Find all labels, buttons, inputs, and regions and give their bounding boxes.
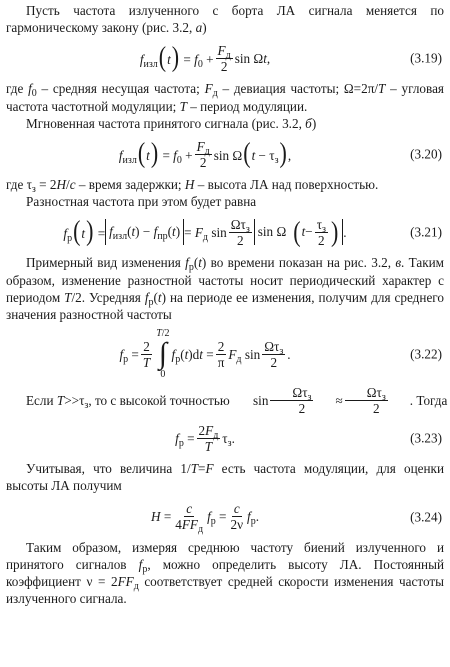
equation-body: $f_р$ = $\frac{2}{T}$ T/2 ∫ 0 $f_р(t)dt$ = $\frac{2}{\pi}$ $F_д$ sin $\frac{\Omega\tau_з}{2}$ .: [119, 328, 291, 381]
equation-number: (3.22): [410, 346, 442, 362]
equation-number: (3.21): [410, 224, 442, 240]
equation-body: $f_{изл}(t) = f_0$ + $\frac{F_д}{2}$ sin Ωt,: [139, 40, 271, 74]
equation-body: H = $\frac{c}{4FF_д}$ $f_р$ = $\frac{c}{2\nu}$ $f_р$.: [150, 501, 259, 536]
equation-body: $f_р(t)$ = $f_{изл}(t) - f_{пр}(t)$ = $F_д$ sin $\frac{\Omega\tau_з}{2}$ sin Ω ( t − $\frac{\tau_з}{2}$ ) .: [63, 214, 347, 249]
equation-number: (3.23): [410, 430, 442, 446]
paragraph-approximation: Если $T>>\tau_з$, то с высокой точностью sin $\frac{\Omega\tau_з}{2}$ ≈ $\frac{\Omega\tau_з}{2}$ . Тогда: [26, 385, 448, 417]
paragraph-difference-frequency: Разностная частота при этом будет равна: [26, 194, 257, 210]
paragraph-averaging: Примерный вид изменения $f_р(t)$ во времени показан на рис. 3.2, в. Таким образом, изменение разностной частоты носит периодический характер с периодом T/2. Усредняя $f_р(t)$ на периоде ее изменения, получим для среднего значения разностной частоты: [6, 255, 445, 323]
paragraph-conclusion: Таким образом, измеряя среднюю частоту биений излученного и принятого сигналов $f_р$, можно определить высоту ЛА. Постоянный коэффициент $\nu = 2FF_д$ соответствует средней скорости изменения частоты излученного сигнала.: [6, 539, 445, 607]
equation-body: $f_р$ = $\frac{2F_д}{T}$ $\tau_з$.: [175, 422, 235, 454]
equation-number: (3.24): [410, 509, 442, 525]
then-text: . Тогда: [409, 393, 448, 409]
equation-3-20: [6, 132, 444, 176]
equation-number: (3.19): [410, 50, 442, 66]
document-page: [6, 2, 448, 607]
paragraph-intro: Пусть частота излученного с борта ЛА сигнала меняется по гармоническому закону (рис. 3.2, а): [6, 3, 444, 36]
equation-3-21: [6, 210, 444, 254]
equation-3-19: [6, 36, 444, 80]
equation-number: (3.20): [410, 146, 442, 162]
equation-3-22: [6, 323, 444, 385]
equation-3-24: [6, 495, 444, 539]
paragraph-definitions-2: где $\tau_з = 2H/с$ – время задержки; H – высота ЛА над поверхностью.: [6, 177, 379, 196]
paragraph-modulation: Учитывая, что величина 1/T=F есть частота модуляции, для оценки высоты ЛА получим: [6, 461, 445, 494]
equation-body: $f_{изл}(t) = f_0$ + $\frac{F_д}{2}$ $\sin \Omega(t - \tau_з)$,: [118, 136, 292, 170]
equation-3-23: [6, 416, 444, 460]
integral-symbol: T/2 ∫ 0: [156, 328, 170, 381]
paragraph-definitions-1: где $f_0$ – средняя несущая частота; $F_д$ – девиация частоты; Ω=2π/T – угловая частота частотной модуляции; T – период модуляции.: [6, 81, 444, 114]
paragraph-instant-frequency: Мгновенная частота принятого сигнала (рис. 3.2, б): [26, 115, 317, 131]
